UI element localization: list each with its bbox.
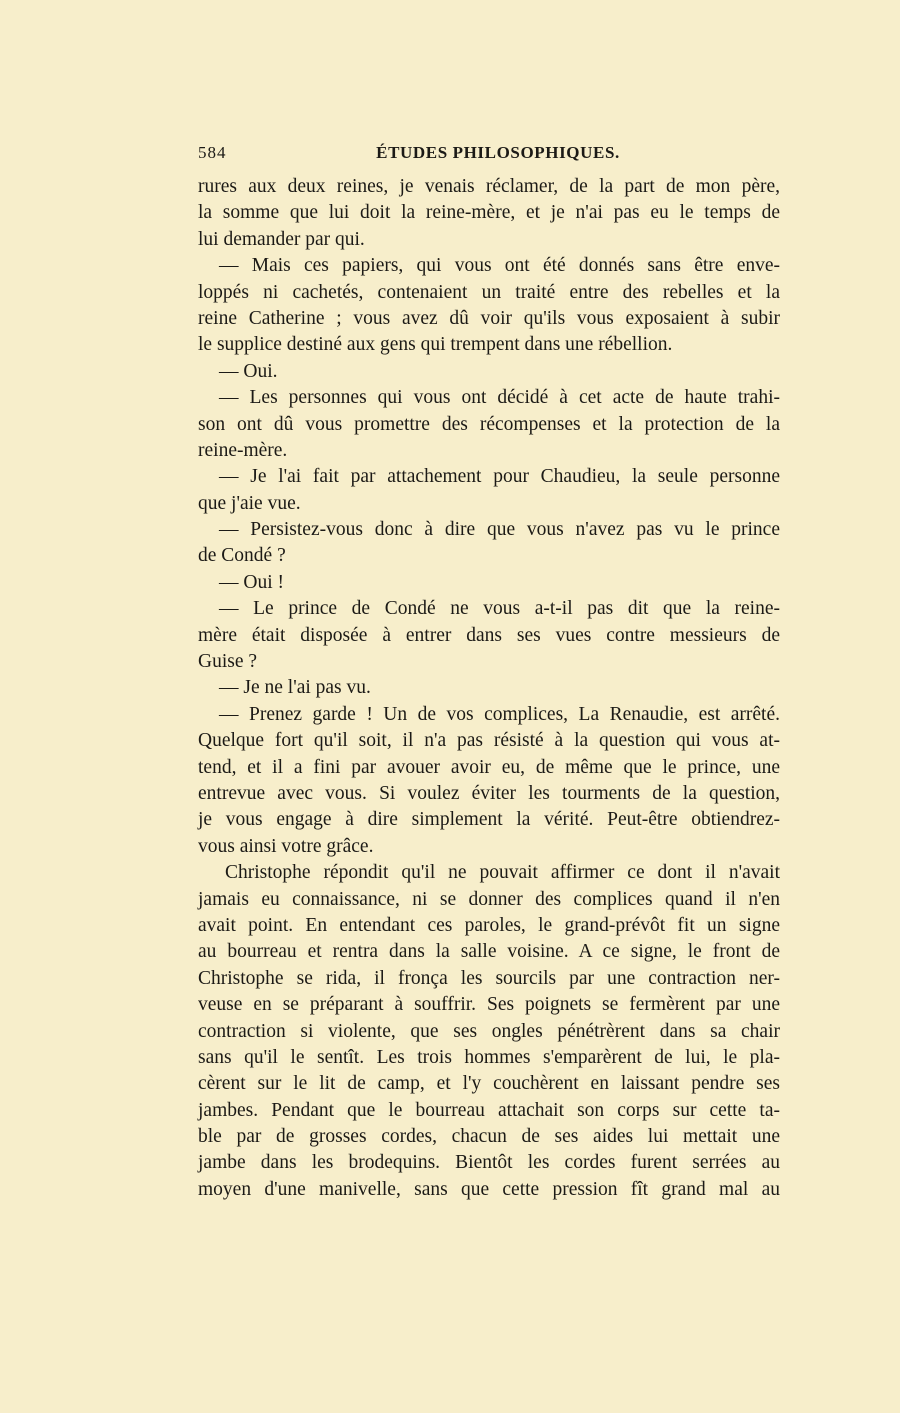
text-line: — Je l'ai fait par attachement pour Chaudieu, la seule personne [219,466,780,488]
text-line: moyen d'une manivelle, sans que cette pression fît grand mal au [198,1178,780,1200]
page-body-text [198,174,780,1203]
running-header [198,143,778,169]
running-title: ÉTUDES PHILOSOPHIQUES. [376,143,620,162]
text-line: au bourreau et rentra dans la salle voisine. A ce signe, le front de [198,941,780,963]
text-line: cèrent sur le lit de camp, et l'y couchèrent en laissant pendre ses [198,1073,780,1095]
text-line: reine Catherine ; vous avez dû voir qu'ils vous exposaient à subir [198,307,780,329]
text-line: Quelque fort qu'il soit, il n'a pas résisté à la question qui vous at- [198,730,780,752]
text-line: — Oui ! [219,571,284,593]
page-number: 584 [198,143,227,162]
paragraph [198,675,780,701]
text-line: Christophe répondit qu'il ne pouvait affirmer ce dont il n'avait [225,862,780,884]
text-line: lui demander par qui. [198,228,365,250]
text-line: tend, et il a fini par avouer avoir eu, de même que le prince, une [198,756,780,778]
paragraph [198,517,780,570]
text-line: reine-mère. [198,439,288,461]
text-line: veuse en se préparant à souffrir. Ses poignets se fermèrent par une [198,994,780,1016]
text-line: la somme que lui doit la reine-mère, et je n'ai pas eu le temps de [198,202,780,224]
paragraph [198,596,780,675]
paragraph [198,570,780,596]
text-line: — Le prince de Condé ne vous a-t-il pas dit que la reine- [219,598,780,620]
paragraph [198,860,780,1203]
text-line: jambes. Pendant que le bourreau attachait son corps sur cette ta- [198,1099,780,1121]
text-line: le supplice destiné aux gens qui trempent dans une rébellion. [198,334,673,356]
text-line: avait point. En entendant ces paroles, le grand-prévôt fit un signe [198,914,780,936]
text-line: rures aux deux reines, je venais réclamer, de la part de mon père, [198,176,780,197]
text-line: — Les personnes qui vous ont décidé à cet acte de haute trahi- [219,387,780,409]
text-line: mère était disposée à entrer dans ses vues contre messieurs de [198,624,780,646]
text-line: Guise ? [198,651,258,673]
text-line: sans qu'il le sentît. Les trois hommes s'emparèrent de lui, le pla- [198,1046,780,1068]
text-line: de Condé ? [198,545,286,567]
text-line: loppés ni cachetés, contenaient un traité entre des rebelles et la [198,281,780,303]
text-line: — Mais ces papiers, qui vous ont été donnés sans être enve- [219,255,780,277]
paragraph [198,174,780,253]
text-line: que j'aie vue. [198,492,301,514]
paragraph [198,702,780,860]
text-line: entrevue avec vous. Si voulez éviter les tourments de la question, [198,782,780,804]
text-line: — Prenez garde ! Un de vos complices, La Renaudie, est arrêté. [219,703,780,725]
text-line: Christophe se rida, il fronça les sourcils par une contraction ner- [198,967,780,989]
paragraph [198,253,780,359]
text-line: son ont dû vous promettre des récompenses et la protection de la [198,413,780,435]
text-line: — Oui. [219,360,278,382]
paragraph [198,464,780,517]
text-line: vous ainsi votre grâce. [198,835,374,857]
text-line: contraction si violente, que ses ongles pénétrèrent dans sa chair [198,1020,780,1042]
text-line: — Je ne l'ai pas vu. [219,677,371,699]
paragraph [198,359,780,385]
text-line: je vous engage à dire simplement la vérité. Peut-être obtiendrez- [198,809,780,831]
text-line: jambe dans les brodequins. Bientôt les cordes furent serrées au [198,1152,780,1174]
text-line: — Persistez-vous donc à dire que vous n'avez pas vu le prince [219,519,780,541]
text-line: jamais eu connaissance, ni se donner des complices quand il n'en [198,888,780,910]
text-line: ble par de grosses cordes, chacun de ses aides lui mettait une [198,1126,780,1148]
paragraph [198,385,780,464]
